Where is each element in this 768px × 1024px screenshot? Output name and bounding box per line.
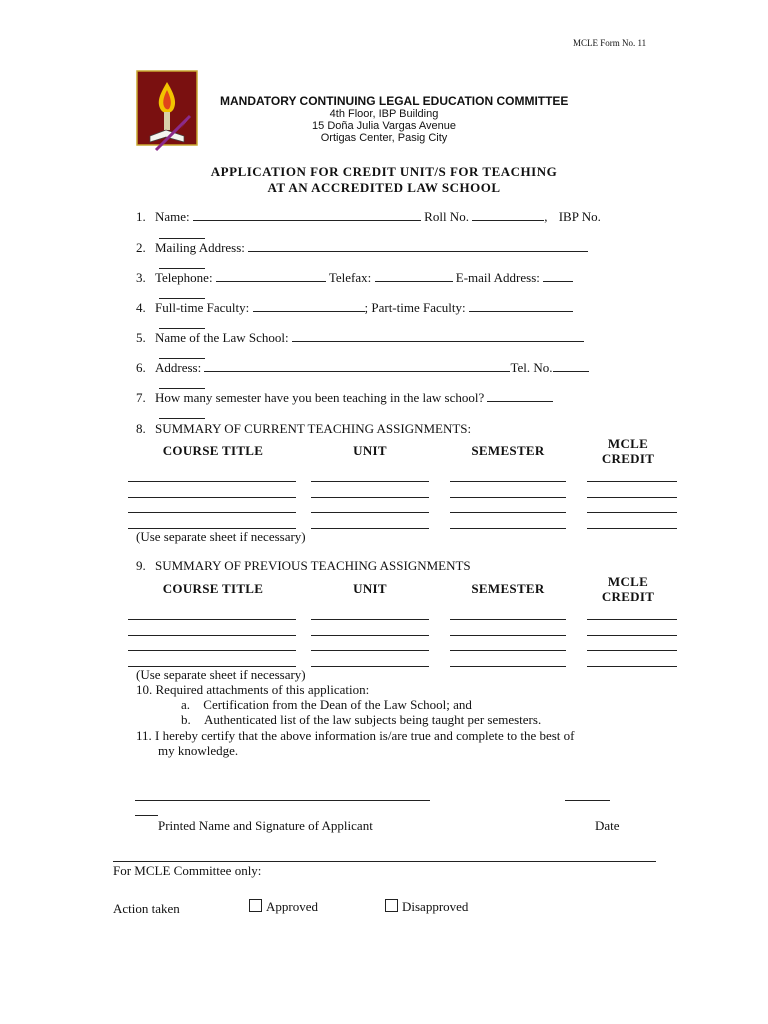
title-line-2: AT AN ACCREDITED LAW SCHOOL [267, 180, 501, 195]
previous-unit-blank-4[interactable] [311, 666, 429, 667]
date-line[interactable] [565, 800, 610, 801]
item-9 [136, 558, 471, 574]
item-1: 1. Name: Roll No. , IBP No. [136, 209, 601, 224]
mcle-label: MCLE [607, 574, 649, 589]
form-title [0, 164, 768, 196]
email-field[interactable] [543, 270, 573, 282]
previous-unit-header: UNIT [353, 581, 387, 596]
item-number: 7. [136, 390, 146, 405]
tel-field-cont[interactable] [159, 388, 205, 389]
approved-label: Approved [266, 899, 318, 914]
committee-name: MANDATORY CONTINUING LEGAL EDUCATION COMMITTEE [220, 94, 569, 108]
telefax-field[interactable] [375, 270, 453, 282]
mailing-field-cont[interactable] [159, 268, 205, 269]
current-course-blank-3[interactable] [128, 512, 296, 513]
current-separate-note: (Use separate sheet if necessary) [136, 529, 306, 544]
previous-separate-note: (Use separate sheet if necessary) [136, 667, 306, 682]
current-mcle-header [587, 436, 669, 466]
item-4 [136, 300, 573, 316]
address-line-2: 15 Doña Julia Vargas Avenue [312, 120, 456, 132]
ibp-label: IBP No. [558, 209, 601, 224]
semesters-question: How many semester have you been teaching in the law school? [155, 390, 485, 405]
previous-semester-blank-3[interactable] [450, 650, 566, 651]
email-field-cont[interactable] [159, 298, 205, 299]
current-mcle-credit-blank-2[interactable] [587, 497, 677, 498]
item-number: 9. [136, 558, 146, 573]
semesters-field[interactable] [487, 390, 553, 402]
roll-label: Roll No. [424, 209, 469, 224]
school-label: Name of the Law School: [155, 330, 289, 345]
current-unit-header: UNIT [353, 443, 387, 458]
approved-option[interactable] [249, 899, 318, 915]
attachment-text: Authenticated list of the law subjects being taught per semesters. [204, 712, 542, 727]
form-number: MCLE Form No. 11 [573, 38, 647, 48]
committee-only-label: For MCLE Committee only: [113, 863, 262, 878]
previous-mcle-credit-blank-3[interactable] [587, 650, 677, 651]
current-semester-blank-2[interactable] [450, 497, 566, 498]
current-semester-blank-3[interactable] [450, 512, 566, 513]
certify-text-cont: my knowledge. [158, 743, 239, 758]
current-mcle-credit-blank-1[interactable] [587, 481, 677, 482]
item-number: 3. [136, 270, 146, 285]
previous-course-header: COURSE TITLE [162, 581, 264, 596]
signature-line[interactable] [135, 800, 430, 801]
tel-label: Tel. No. [510, 360, 553, 375]
attachments-label: Required attachments of this application: [155, 682, 370, 697]
committee-address [0, 108, 768, 144]
attachment-a [181, 697, 472, 713]
credit-label: CREDIT [601, 451, 655, 466]
previous-assignments-title: SUMMARY OF PREVIOUS TEACHING ASSIGNMENTS [155, 558, 471, 573]
previous-semester-blank-2[interactable] [450, 635, 566, 636]
current-semester-header: SEMESTER [471, 443, 545, 458]
disapproved-checkbox[interactable] [385, 899, 398, 912]
previous-semester-header: SEMESTER [471, 581, 545, 596]
current-course-blank-2[interactable] [128, 497, 296, 498]
current-unit-blank-1[interactable] [311, 481, 429, 482]
telephone-field[interactable] [216, 270, 326, 282]
current-unit-blank-3[interactable] [311, 512, 429, 513]
school-field[interactable] [292, 330, 584, 342]
fulltime-label: Full-time Faculty: [155, 300, 250, 315]
attachment-text: Certification from the Dean of the Law School; and [203, 697, 472, 712]
previous-mcle-credit-blank-4[interactable] [587, 666, 677, 667]
date-label: Date [595, 818, 620, 833]
parttime-field[interactable] [469, 300, 573, 312]
fulltime-field[interactable] [253, 300, 365, 312]
semesters-field-cont[interactable] [159, 418, 205, 419]
ibp-field[interactable] [159, 238, 205, 239]
mcle-label: MCLE [607, 436, 649, 451]
item-7 [136, 390, 553, 406]
previous-course-blank-1[interactable] [128, 619, 296, 620]
item-10 [136, 682, 369, 698]
disapproved-option[interactable] [385, 899, 468, 915]
address-line-1: 4th Floor, IBP Building [329, 108, 439, 120]
current-course-blank-1[interactable] [128, 481, 296, 482]
item-8 [136, 421, 471, 437]
item-number: 2. [136, 240, 146, 255]
title-line-1: APPLICATION FOR CREDIT UNIT/S FOR TEACHING [210, 164, 558, 179]
attachment-b [181, 712, 541, 728]
item-11 [136, 728, 574, 744]
item-number: 1. [136, 209, 146, 224]
address-label: Address: [155, 360, 202, 375]
approved-checkbox[interactable] [249, 899, 262, 912]
previous-mcle-header [587, 574, 669, 604]
item-number: 10. [136, 682, 153, 697]
previous-course-blank-2[interactable] [128, 635, 296, 636]
attachment-letter: b. [181, 712, 191, 727]
attachment-letter: a. [181, 697, 191, 712]
current-assignments-title: SUMMARY OF CURRENT TEACHING ASSIGNMENTS: [155, 421, 472, 436]
previous-course-blank-3[interactable] [128, 650, 296, 651]
mailing-field[interactable] [248, 240, 588, 252]
school-field-cont[interactable] [159, 358, 205, 359]
telefax-label: Telefax: [328, 270, 372, 285]
previous-mcle-credit-blank-2[interactable] [587, 635, 677, 636]
current-mcle-credit-blank-3[interactable] [587, 512, 677, 513]
action-taken-label: Action taken [113, 901, 180, 916]
address-line-3: Ortigas Center, Pasig City [320, 132, 448, 144]
previous-unit-blank-2[interactable] [311, 635, 429, 636]
item-6 [136, 360, 589, 376]
credit-label: CREDIT [601, 589, 655, 604]
signature-line-cont[interactable] [135, 815, 158, 816]
item-3 [136, 270, 573, 286]
mailing-label: Mailing Address: [155, 240, 245, 255]
item-5 [136, 330, 584, 346]
current-mcle-credit-blank-4[interactable] [587, 528, 677, 529]
parttime-field-cont[interactable] [159, 328, 205, 329]
previous-semester-blank-4[interactable] [450, 666, 566, 667]
certify-text: I hereby certify that the above information is/are true and complete to the best of [155, 728, 575, 743]
previous-semester-blank-1[interactable] [450, 619, 566, 620]
signature-label: Printed Name and Signature of Applicant [158, 818, 373, 833]
item-number: 8. [136, 421, 146, 436]
roll-field[interactable] [472, 209, 544, 221]
item-number: 4. [136, 300, 146, 315]
telephone-label: Telephone: [155, 270, 213, 285]
email-label: E-mail Address: [455, 270, 540, 285]
name-field[interactable] [193, 209, 421, 221]
item-number: 5. [136, 330, 146, 345]
current-unit-blank-4[interactable] [311, 528, 429, 529]
name-label: Name: [155, 209, 190, 224]
previous-unit-blank-3[interactable] [311, 650, 429, 651]
current-unit-blank-2[interactable] [311, 497, 429, 498]
current-semester-blank-4[interactable] [450, 528, 566, 529]
address-field[interactable] [204, 360, 510, 372]
item-2 [136, 240, 588, 256]
item-number: 11. [136, 728, 152, 743]
item-number: 6. [136, 360, 146, 375]
parttime-label: ; Part-time Faculty: [364, 300, 466, 315]
current-semester-blank-1[interactable] [450, 481, 566, 482]
committee-divider [113, 861, 656, 862]
previous-mcle-credit-blank-1[interactable] [587, 619, 677, 620]
tel-field[interactable] [553, 360, 589, 372]
current-course-header: COURSE TITLE [162, 443, 264, 458]
previous-unit-blank-1[interactable] [311, 619, 429, 620]
disapproved-label: Disapproved [402, 899, 469, 914]
